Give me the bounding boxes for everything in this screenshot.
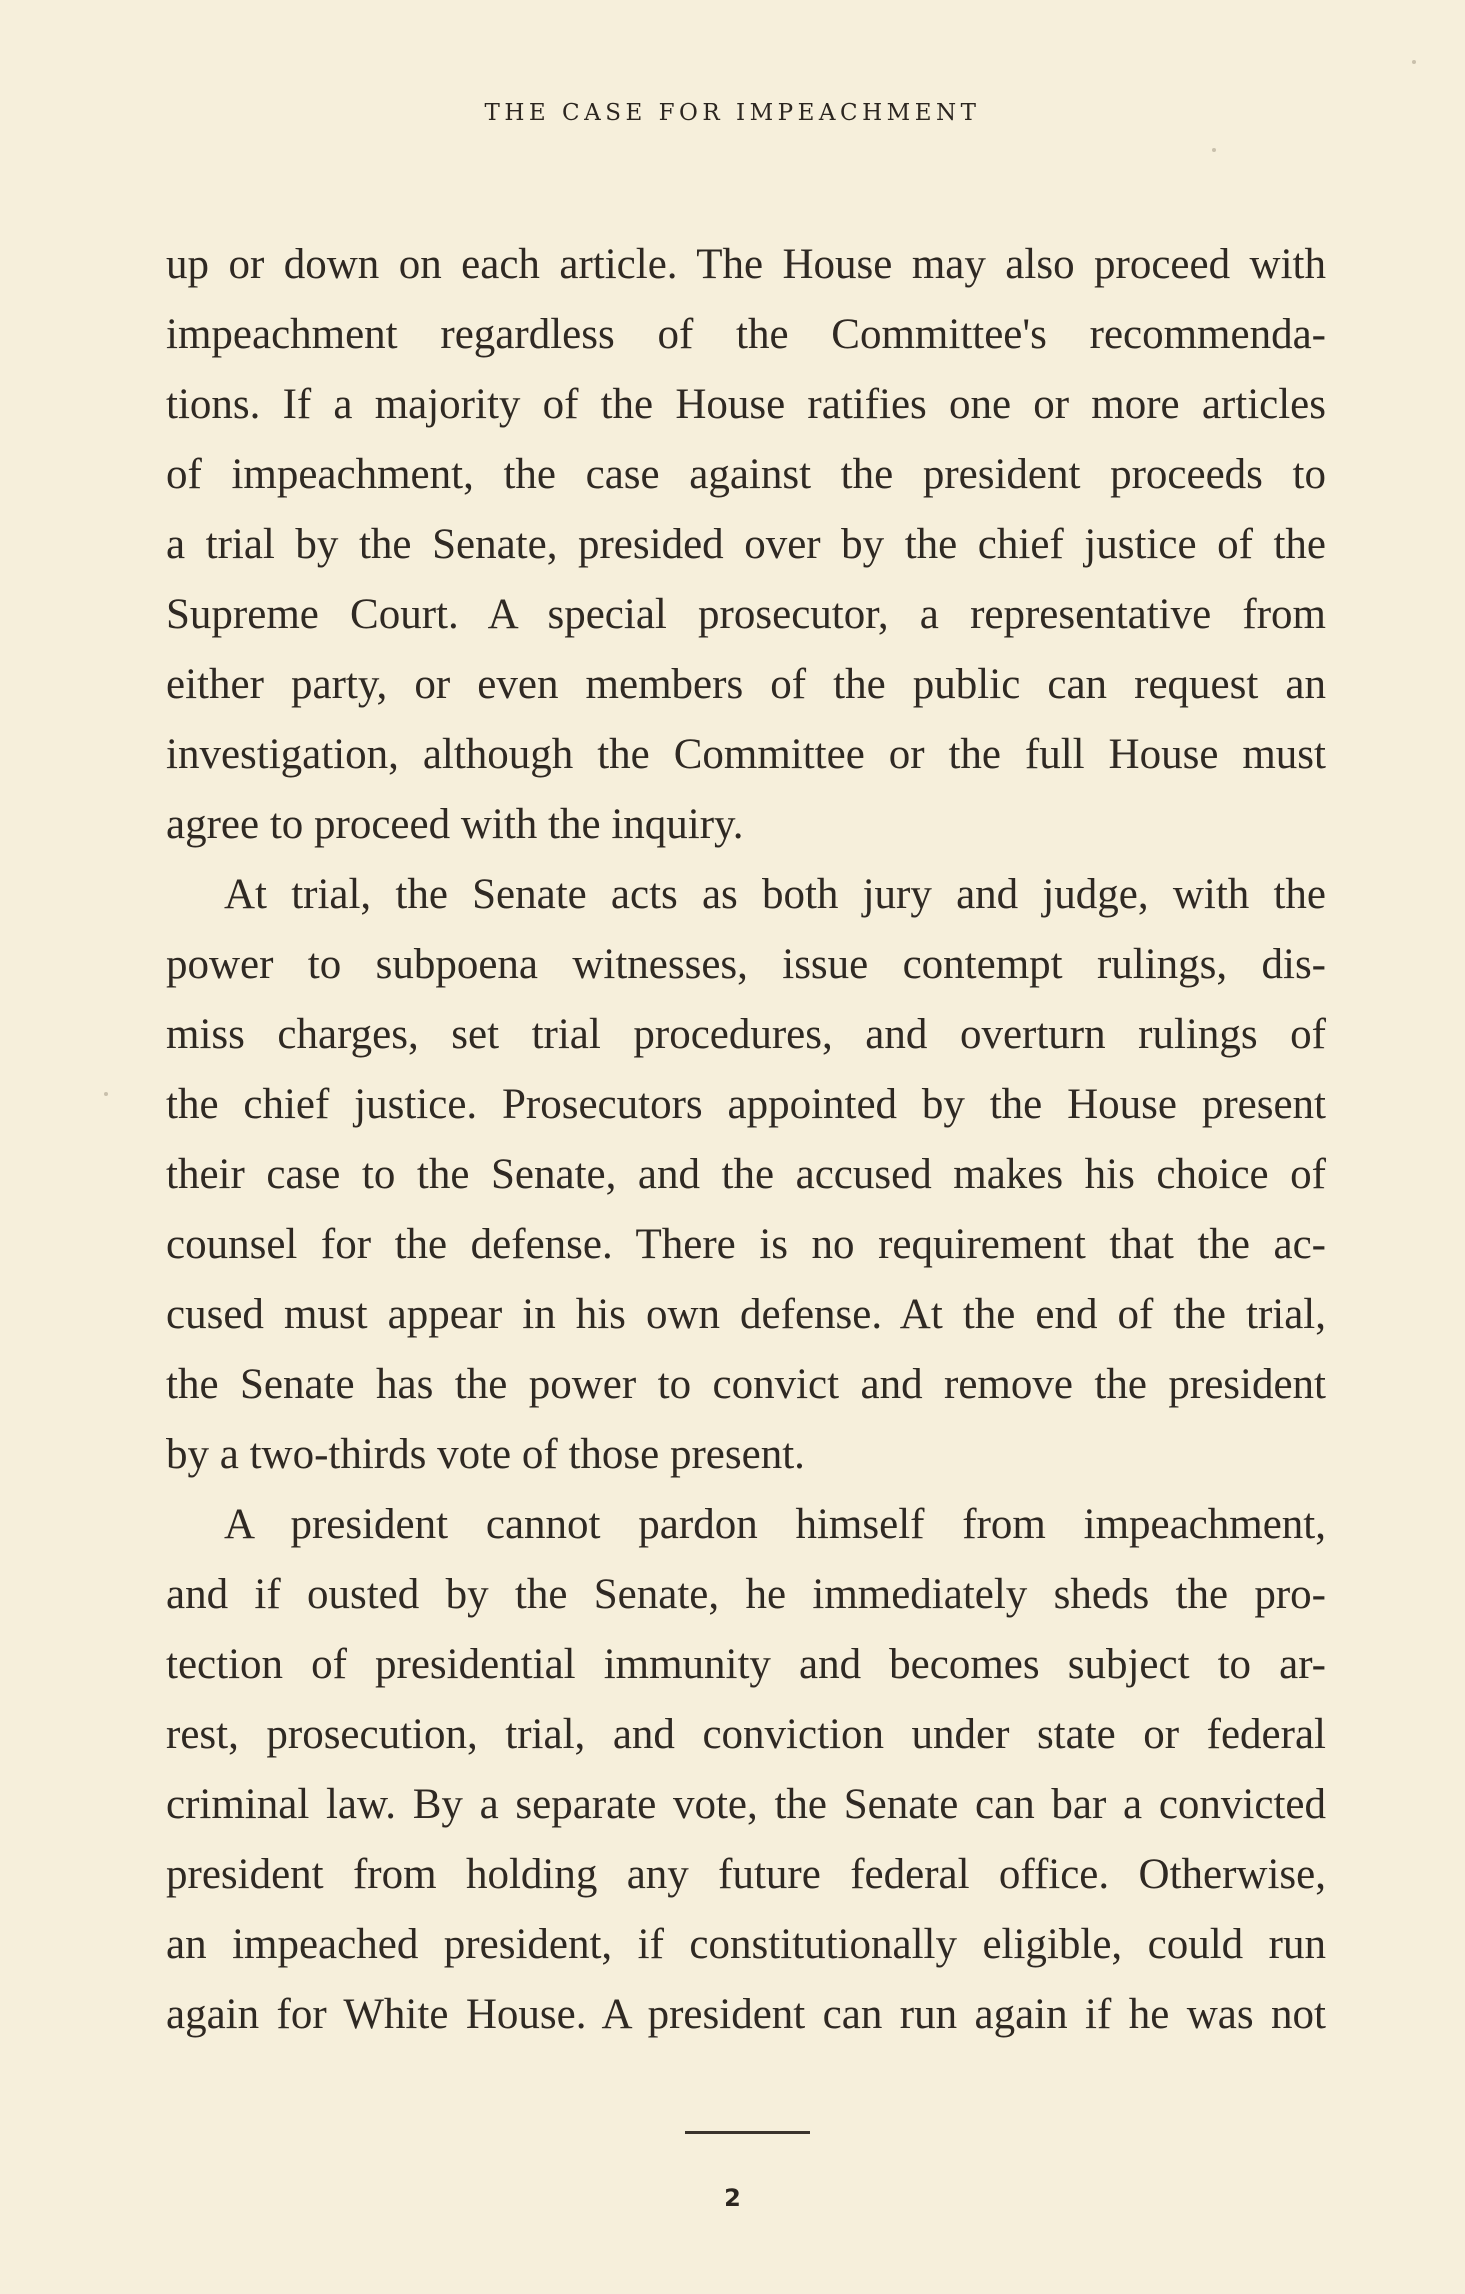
body-text [166, 230, 1326, 2050]
text-line: of impeachment, the case against the president proceeds to [166, 451, 1326, 498]
text-line: counsel for the defense. There is no requirement that the ac- [166, 1221, 1326, 1268]
text-line: by a two-thirds vote of those present. [166, 1431, 805, 1478]
text-line: again for White House. A president can run again if he was not [166, 1991, 1326, 2038]
text-line: At trial, the Senate acts as both jury and judge, with the [224, 871, 1326, 918]
text-line: investigation, although the Committee or the full House must [166, 731, 1326, 778]
text-line: agree to proceed with the inquiry. [166, 801, 744, 848]
text-line: the chief justice. Prosecutors appointed by the House present [166, 1081, 1326, 1128]
text-line: and if ousted by the Senate, he immediately sheds the pro- [166, 1571, 1326, 1618]
text-line: tection of presidential immunity and becomes subject to ar- [166, 1641, 1326, 1688]
paragraph [166, 230, 1326, 860]
footer-rule [685, 2131, 810, 2134]
text-line: rest, prosecution, trial, and conviction under state or federal [166, 1711, 1326, 1758]
text-line: Supreme Court. A special prosecutor, a representative from [166, 591, 1326, 638]
paper-speck [1212, 148, 1216, 152]
paragraph [166, 860, 1326, 1490]
text-line: cused must appear in his own defense. At the end of the trial, [166, 1291, 1326, 1338]
page-number: 2 [724, 2184, 741, 2212]
text-line: criminal law. By a separate vote, the Senate can bar a convicted [166, 1781, 1326, 1828]
paper-speck [104, 1092, 108, 1096]
running-head: THE CASE FOR IMPEACHMENT [484, 100, 981, 126]
text-line: the Senate has the power to convict and remove the president [166, 1361, 1326, 1408]
paragraph [166, 1490, 1326, 2050]
text-line: A president cannot pardon himself from impeachment, [224, 1501, 1326, 1548]
text-line: power to subpoena witnesses, issue contempt rulings, dis- [166, 941, 1326, 988]
text-line: an impeached president, if constitutionally eligible, could run [166, 1921, 1326, 1968]
text-line: either party, or even members of the public can request an [166, 661, 1326, 708]
text-line: a trial by the Senate, presided over by the chief justice of the [166, 521, 1326, 568]
text-line: up or down on each article. The House may also proceed with [166, 241, 1326, 288]
text-line: tions. If a majority of the House ratifies one or more articles [166, 381, 1326, 428]
text-line: their case to the Senate, and the accused makes his choice of [166, 1151, 1326, 1198]
text-line: miss charges, set trial procedures, and overturn rulings of [166, 1011, 1326, 1058]
text-line: impeachment regardless of the Committee's recommenda- [166, 311, 1326, 358]
text-line: president from holding any future federal office. Otherwise, [166, 1851, 1326, 1898]
paper-speck [1412, 60, 1416, 64]
